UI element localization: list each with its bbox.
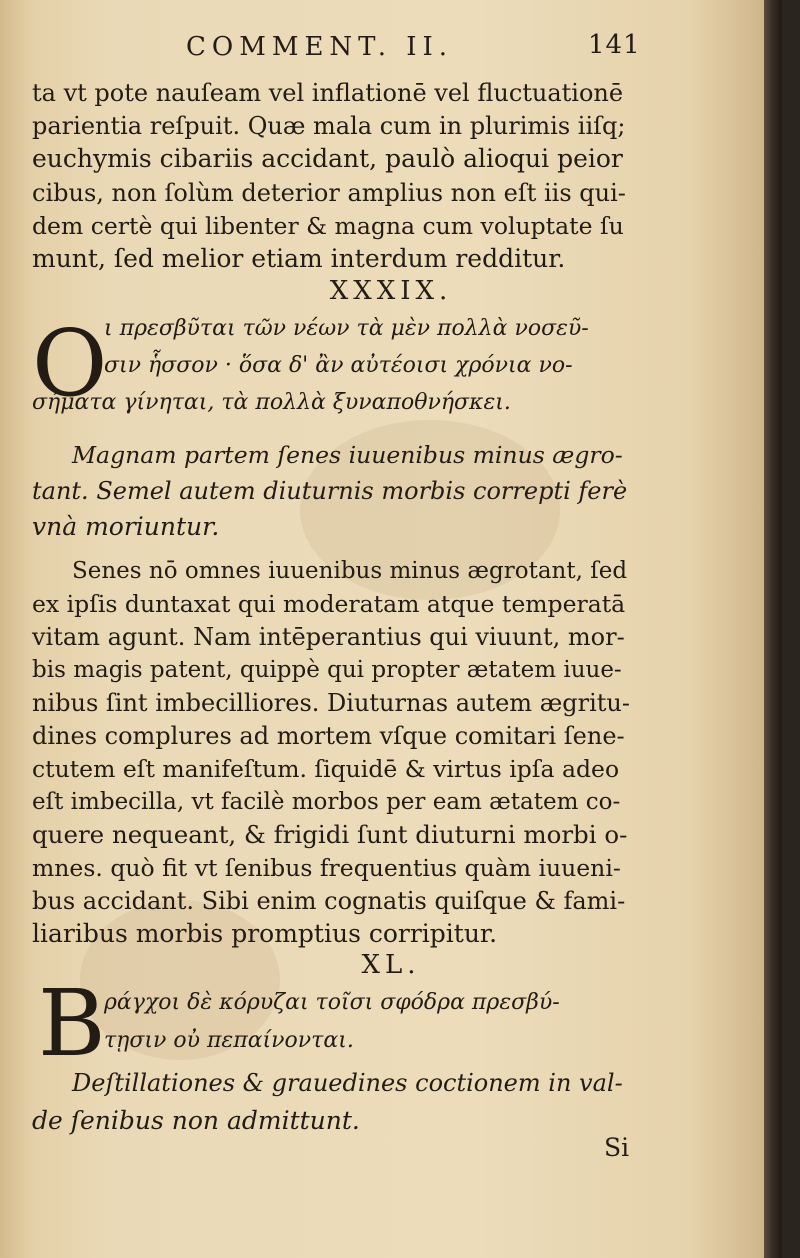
commentary-line: Senes nō omnes iuuenibus minus ægrotant, ſed <box>72 558 628 584</box>
section-number: XL. <box>361 950 421 980</box>
commentary-line: dines complures ad mortem vſque comitari ſene- <box>32 722 625 750</box>
latin-translation-line: Deſtillationes & grauedines coctionem in val- <box>72 1069 623 1097</box>
section-number: XXXIX. <box>329 276 453 306</box>
text-line: munt, ſed melior etiam interdum redditur. <box>32 244 566 273</box>
greek-aphorism-line: τῃσιν οὐ πεπαίνονται. <box>104 1028 354 1053</box>
drop-cap: O <box>32 310 108 417</box>
commentary-line: eſt imbecilla, vt facilè morbos per eam ætatem co- <box>32 789 621 815</box>
greek-aphorism-line: ι πρεσβῦται τῶν νέων τὰ μὲν πολλὰ νοσεῦ- <box>104 316 589 341</box>
text-line: cibus, non ſolùm deterior amplius non eſt iis qui- <box>32 179 626 207</box>
greek-aphorism-line: ράγχοι δὲ κόρυζαι τοῖσι σφόδρα πρεσβύ- <box>104 990 560 1015</box>
commentary-line: vitam agunt. Nam intēperantius qui viuunt, mor- <box>32 623 625 651</box>
commentary-line: nibus ſint imbecilliores. Diuturnas autem ægritu- <box>32 689 630 717</box>
page-number: 141 <box>588 30 641 60</box>
latin-translation-line: de ſenibus non admittunt. <box>32 1106 360 1135</box>
commentary-line: mnes. quò fit vt ſenibus frequentius quàm iuueni- <box>32 854 621 882</box>
text-line: euchymis cibariis accidant, paulò alioqui peior <box>32 144 623 173</box>
commentary-line: quere nequeant, & frigidi ſunt diuturni morbi o- <box>32 820 628 849</box>
commentary-line: liaribus morbis promptius corripitur. <box>32 919 498 948</box>
text-line: parientia reſpuit. Quæ mala cum in plurimis iiſq; <box>32 112 626 140</box>
drop-cap: B <box>38 970 106 1077</box>
commentary-line: bus accidant. Sibi enim cognatis quiſque & fami- <box>32 887 626 915</box>
commentary-line: bis magis patent, quippè qui propter ætatem iuue- <box>32 657 622 683</box>
latin-translation-line: tant. Semel autem diuturnis morbis correpti ferè <box>32 477 628 505</box>
text-line: dem certè qui libenter & magna cum voluptate ſu <box>32 212 624 240</box>
catchword: Si <box>604 1133 630 1162</box>
text-line: ta vt pote nauſeam vel inflationē vel fluctuationē <box>32 79 624 107</box>
commentary-line: ctutem eſt manifeſtum. ſiquidē & virtus ipſa adeo <box>32 755 620 783</box>
greek-aphorism-line: σήματα γίνηται, τὰ πολλὰ ξυναποθνήσκει. <box>32 390 511 415</box>
latin-translation-line: vnà moriuntur. <box>32 512 220 541</box>
running-header: COMMENT. II. <box>186 32 454 62</box>
latin-translation-line: Magnam partem ſenes iuuenibus minus ægro- <box>72 441 623 469</box>
commentary-line: ex ipſis duntaxat qui moderatam atque temperatā <box>32 590 626 618</box>
greek-aphorism-line: σιν ἧσσον · ὅσα δ' ἂν αὐτέοισι χρόνια νο- <box>104 353 573 378</box>
